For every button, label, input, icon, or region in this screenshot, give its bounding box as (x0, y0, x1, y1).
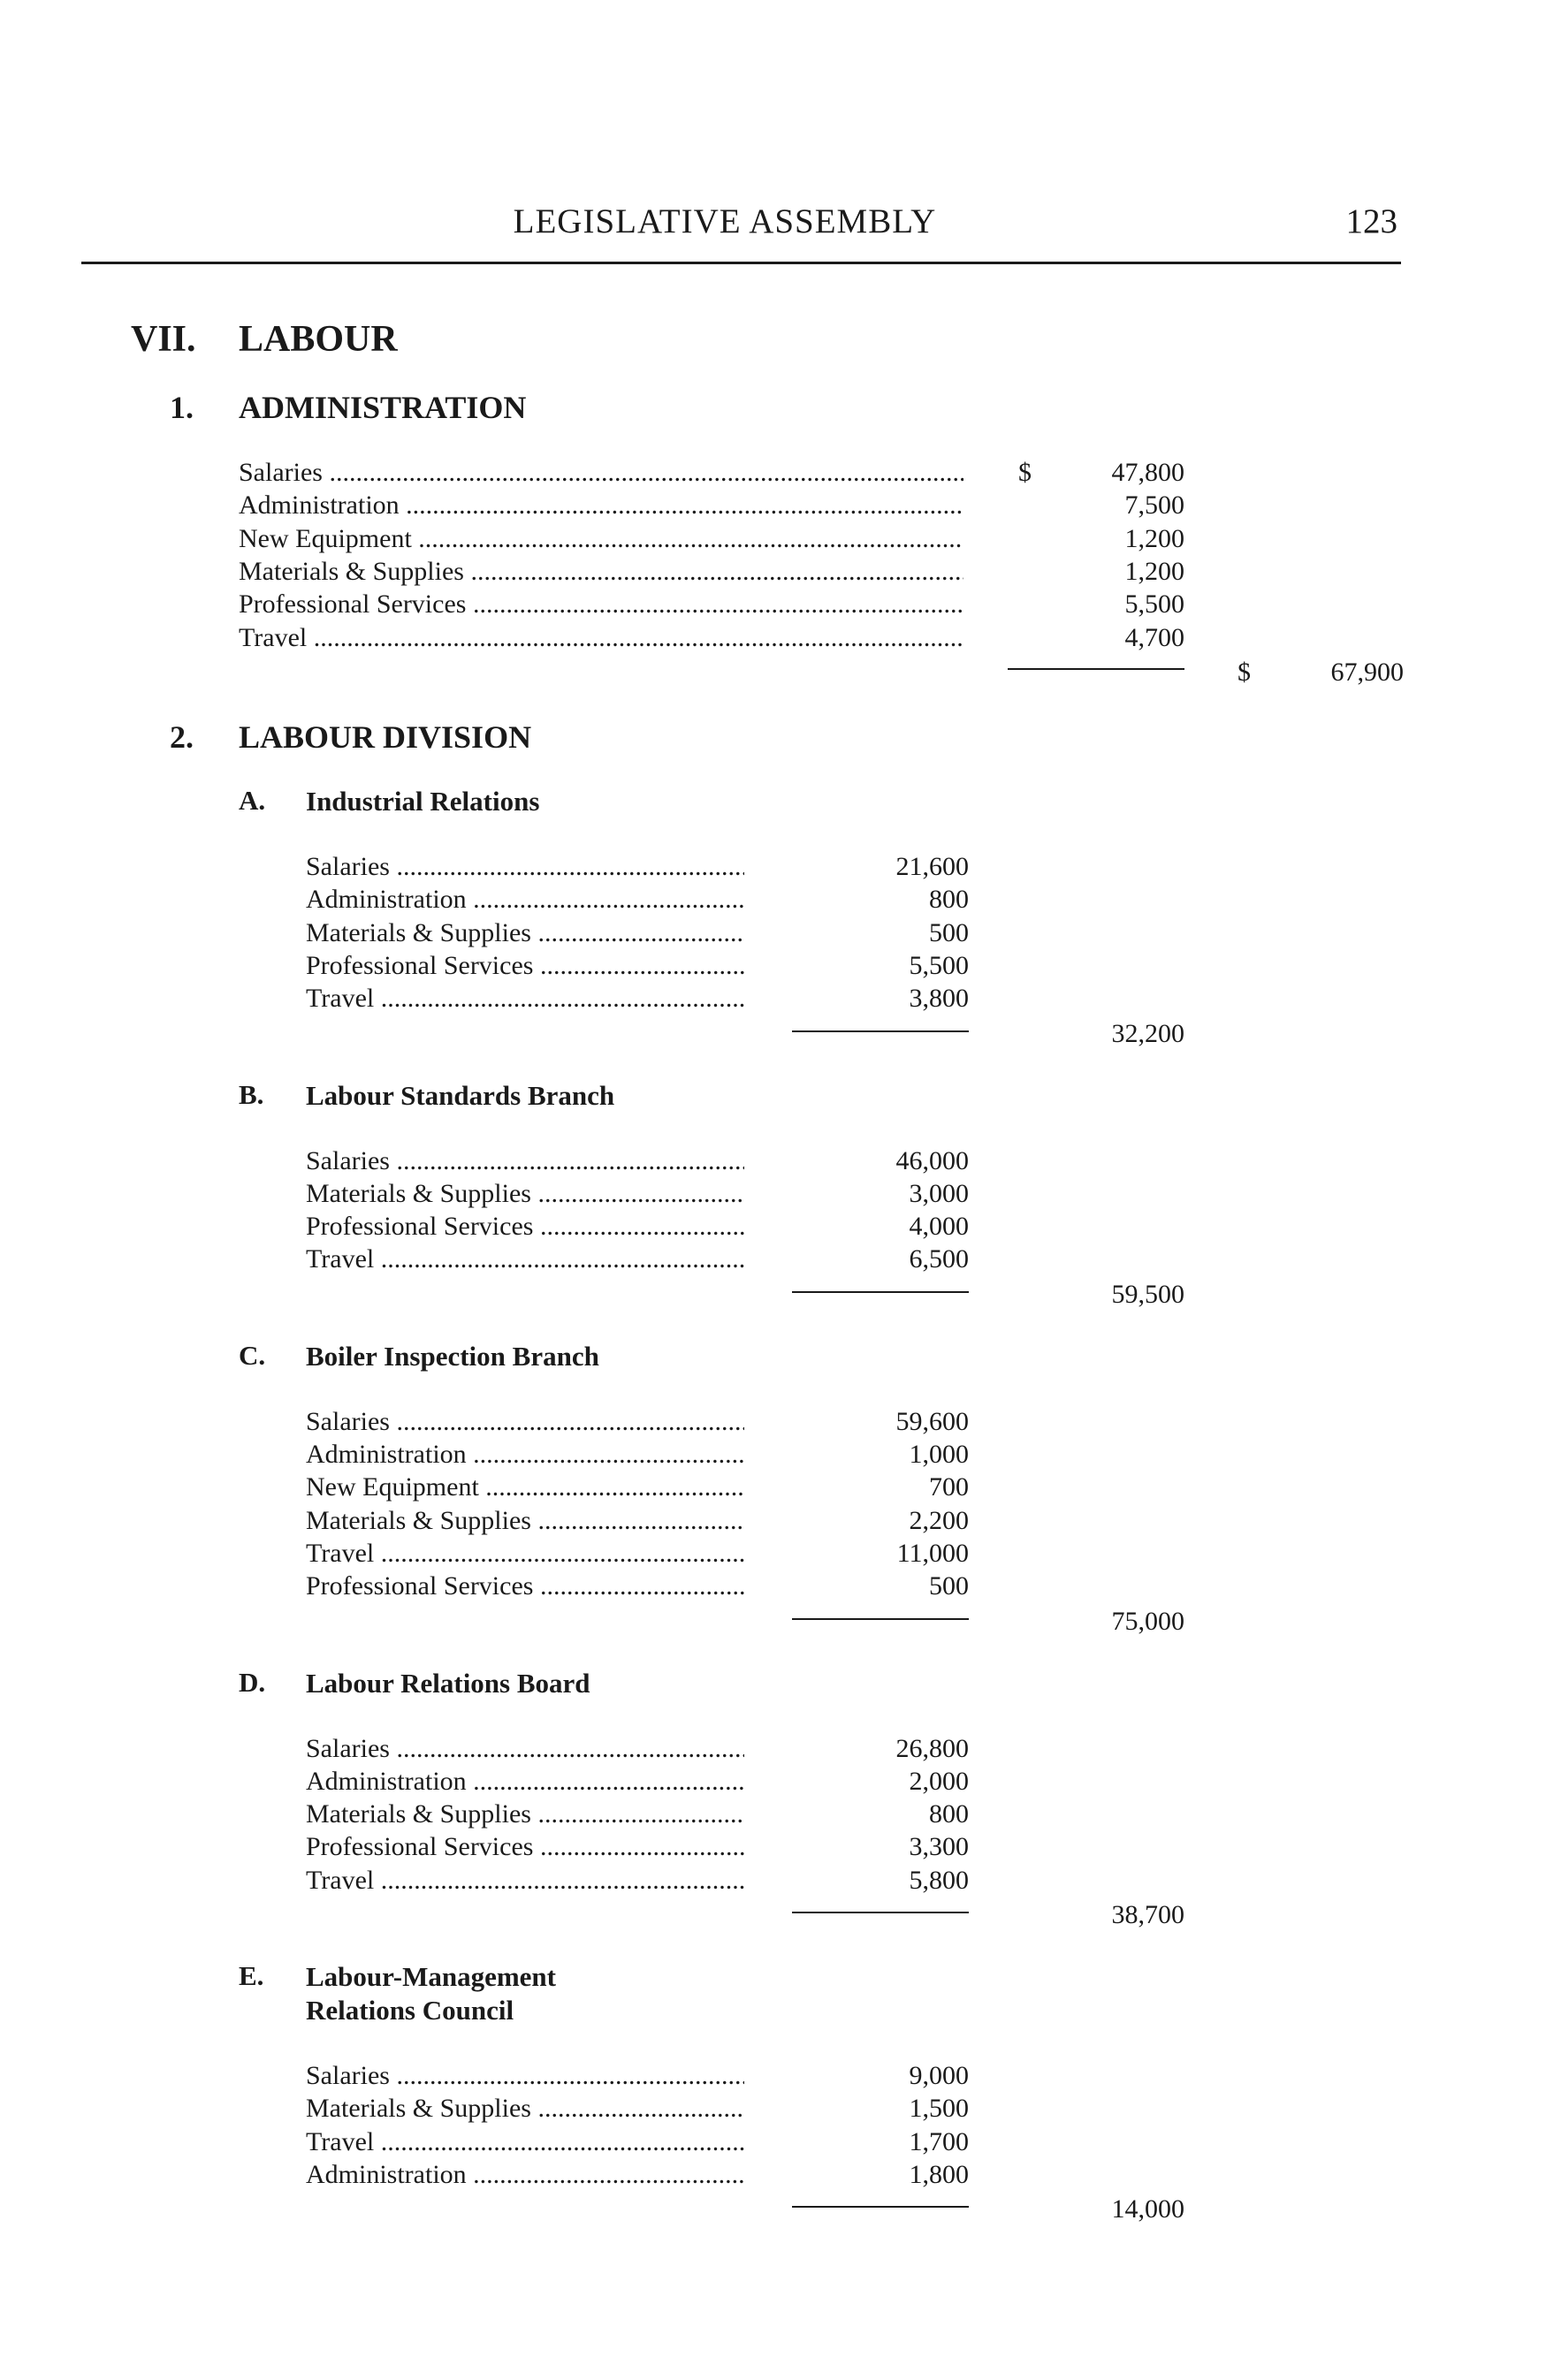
section-title: ADMINISTRATION (239, 390, 527, 425)
item-amount: 2,200 (909, 1505, 969, 1535)
subtotal-rule (792, 1912, 969, 1913)
line-item (239, 621, 963, 654)
line-item (306, 883, 744, 916)
line-item (306, 1765, 744, 1798)
item-label: Salaries ..... (306, 1144, 744, 1177)
item-amount: 26,800 (895, 1733, 969, 1763)
line-item (306, 850, 744, 883)
item-amount: 7,500 (1124, 490, 1184, 521)
subsection-letter: D. (239, 1666, 266, 1698)
line-item (306, 949, 744, 982)
running-head (0, 202, 1546, 255)
item-amount: 800 (929, 885, 969, 915)
line-item (306, 2092, 744, 2125)
subsection-title: Boiler Inspection Branch (306, 1340, 599, 1372)
item-label: Travel ..... (306, 2125, 744, 2158)
item-amount: 11,000 (896, 1538, 969, 1568)
item-amount: 4,700 (1124, 622, 1184, 652)
line-item (306, 1732, 744, 1765)
item-label: New Equipment ..... (306, 1471, 744, 1503)
item-amount: 59,600 (895, 1406, 969, 1436)
item-amount: 1,200 (1124, 523, 1184, 553)
subsection-title: Industrial Relations (306, 786, 540, 817)
subtotal-rule (792, 1291, 969, 1293)
line-item (239, 456, 963, 489)
subtotal-rule (1008, 668, 1184, 670)
item-label: Professional Services ..... (306, 1210, 744, 1243)
line-item (306, 1210, 744, 1243)
page-number: 123 (1345, 202, 1397, 240)
subsection-letter: C. (239, 1339, 266, 1371)
subsection-total: 75,000 (1111, 1606, 1184, 1636)
subsection-letter: A. (239, 785, 266, 816)
subtotal-rule (792, 1618, 969, 1620)
chapter-title: LABOUR (239, 319, 398, 360)
line-item (306, 1504, 744, 1537)
item-label: Materials & Supplies ..... (306, 1177, 744, 1210)
subtotal-rule (792, 1030, 969, 1032)
item-amount: 3,300 (909, 1832, 969, 1862)
item-amount: 2,000 (909, 1766, 969, 1796)
subsection-total: 14,000 (1111, 2194, 1184, 2224)
item-amount: 5,500 (1124, 589, 1184, 620)
item-label: Salaries ..... (306, 1405, 744, 1438)
line-item (306, 1864, 744, 1897)
section-number: 1. (170, 390, 194, 425)
line-item (306, 1830, 744, 1863)
item-amount: 1,800 (909, 2159, 969, 2189)
section-total: 67,900 (1330, 657, 1404, 687)
item-label: Salaries ..... (306, 850, 744, 883)
item-label: Materials & Supplies ..... (306, 1798, 744, 1830)
item-amount: 1,200 (1124, 556, 1184, 586)
header-rule (81, 262, 1401, 264)
item-amount: 5,800 (909, 1865, 969, 1895)
subsection-title: Labour Standards Branch (306, 1079, 615, 1111)
line-item (306, 916, 744, 949)
item-label: Salaries ..... (306, 1732, 744, 1765)
line-item (239, 522, 963, 555)
subsection-letter: E. (239, 1960, 264, 1991)
item-amount: 700 (929, 1472, 969, 1502)
line-item (306, 1144, 744, 1177)
line-item (306, 1537, 744, 1570)
subsection-letter: B. (239, 1078, 264, 1110)
line-item (239, 489, 963, 521)
line-item (239, 588, 963, 620)
item-amount: 500 (929, 1571, 969, 1601)
item-amount: 3,800 (909, 984, 969, 1014)
item-label: Materials & Supplies ..... (306, 2092, 744, 2125)
item-amount: 800 (929, 1799, 969, 1829)
subsection-title: Labour Relations Board (306, 1667, 590, 1699)
item-amount: 500 (929, 917, 969, 947)
line-item (306, 2059, 744, 2092)
item-label: Materials & Supplies ..... (306, 1504, 744, 1537)
line-item (306, 1471, 744, 1503)
line-item (239, 555, 963, 588)
item-amount: 5,500 (909, 950, 969, 980)
item-label: Administration ..... (306, 2158, 744, 2191)
item-amount: 6,500 (909, 1244, 969, 1274)
page-title: LEGISLATIVE ASSEMBLY (513, 202, 937, 240)
item-label: New Equipment ..... (239, 522, 963, 555)
item-label: Materials & Supplies ..... (306, 916, 744, 949)
item-label: Administration ..... (306, 883, 744, 916)
item-amount: 46,000 (895, 1145, 969, 1175)
line-item (306, 1570, 744, 1602)
item-label: Travel ..... (306, 1243, 744, 1275)
item-amount: 3,000 (909, 1178, 969, 1208)
item-label: Travel ..... (306, 982, 744, 1015)
item-label: Travel ..... (306, 1537, 744, 1570)
item-amount: 9,000 (909, 2061, 969, 2090)
item-amount: 1,700 (909, 2126, 969, 2156)
subsection-total: 38,700 (1111, 1900, 1184, 1929)
line-item (306, 1177, 744, 1210)
line-item (306, 982, 744, 1015)
line-item (306, 2125, 744, 2158)
line-item (306, 1405, 744, 1438)
item-label: Administration ..... (306, 1765, 744, 1798)
item-label: Travel ..... (239, 621, 963, 654)
line-item (306, 2158, 744, 2191)
item-amount: 1,000 (909, 1440, 969, 1469)
line-item (306, 1243, 744, 1275)
item-amount: 21,600 (895, 852, 969, 881)
chapter-number: VII. (131, 319, 196, 360)
item-amount: 4,000 (909, 1212, 969, 1242)
subsection-total: 59,500 (1111, 1279, 1184, 1309)
item-label: Salaries ..... (306, 2059, 744, 2092)
subsection-total: 32,200 (1111, 1018, 1184, 1048)
item-label: Travel ..... (306, 1864, 744, 1897)
item-label: Salaries ..... (239, 456, 963, 489)
subsection-title: Labour-Management Relations Council (306, 1961, 556, 2026)
item-amount: 47,800 (1111, 458, 1184, 487)
section-number: 2. (170, 719, 194, 755)
subtotal-rule (792, 2206, 969, 2208)
currency-symbol: $ (1018, 458, 1032, 487)
item-amount: 1,500 (909, 2094, 969, 2124)
item-label: Professional Services ..... (306, 1830, 744, 1863)
currency-symbol: $ (1238, 657, 1251, 687)
item-label: Materials & Supplies ..... (239, 555, 963, 588)
line-item (306, 1798, 744, 1830)
item-label: Administration ..... (306, 1438, 744, 1471)
line-item (306, 1438, 744, 1471)
item-label: Administration ..... (239, 489, 963, 521)
item-label: Professional Services ..... (239, 588, 963, 620)
item-label: Professional Services ..... (306, 949, 744, 982)
section-title: LABOUR DIVISION (239, 719, 532, 755)
item-label: Professional Services ..... (306, 1570, 744, 1602)
